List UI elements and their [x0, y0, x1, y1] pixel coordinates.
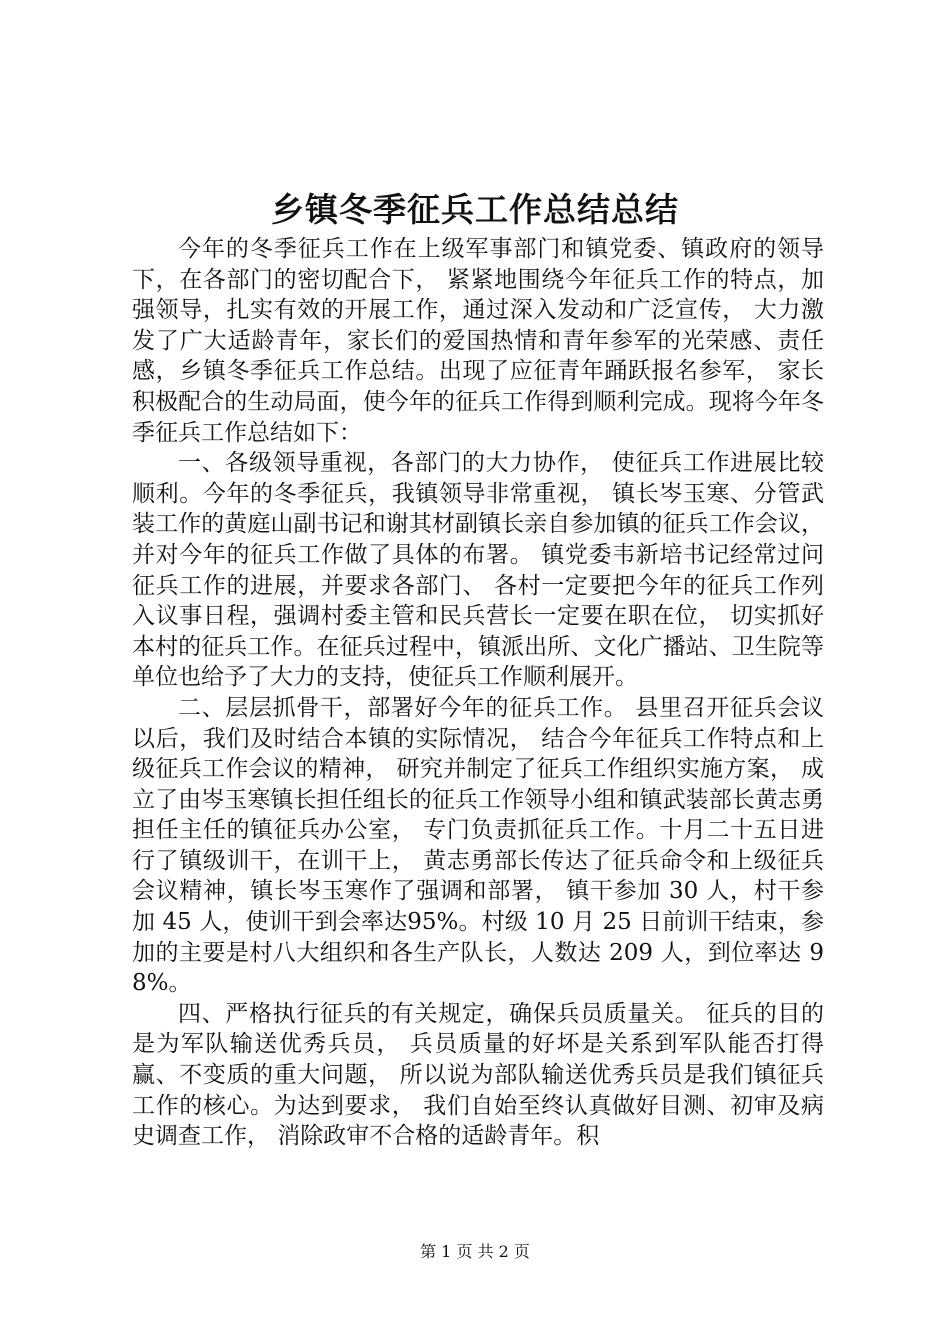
page-footer: 第 1 页 共 2 页: [420, 1242, 530, 1261]
paragraph-section-4: 四、严格执行征兵的有关规定，确保兵员质量关。 征兵的目的是为军队输送优秀兵员， 兵员质量的好坏是关系到军队能否打得赢、不变质的重大问题， 所以说为部队输送优秀兵员是我们镇征兵工作的核心。为达到要求， 我们自始至终认真做好目测、初审及病史调查工作， 消除政审不合格的适龄青年。积: [132, 1000, 824, 1150]
document-title: 乡镇冬季征兵工作总结总结: [271, 190, 679, 229]
document-body: [132, 234, 824, 1152]
paragraph-section-2: 二、层层抓骨干，部署好今年的征兵工作。 县里召开征兵会议以后，我们及时结合本镇的实际情况， 结合今年征兵工作特点和上级征兵工作会议的精神， 研究并制定了征兵工作组织实施方案， 成立了由岑玉寒镇长担任组长的征兵工作领导小组和镇武装部长黄志勇担任主任的镇征兵办公室， 专门负责抓征兵工作。十月二十五日进行了镇级训干，在训干上， 黄志勇部长传达了征兵命令和上级征兵会议精神，镇长岑玉寒作了强调和部署， 镇干参加 30 人，村干参加 45 人，使训干到会率达95%。村级 10 月 25 日前训干结束，参加的主要是村八大组织和各生产队长，人数达 209 人，到位率达 98%。: [132, 694, 824, 997]
paragraph-intro: 今年的冬季征兵工作在上级军事部门和镇党委、镇政府的领导下，在各部门的密切配合下， 紧紧地围绕今年征兵工作的特点，加强领导，扎实有效的开展工作，通过深入发动和广泛宣传， 大力激发了广大适龄青年，家长们的爱国热情和青年参军的光荣感、责任感，乡镇冬季征兵工作总结。出现了应征青年踊跃报名参军， 家长积极配合的生动局面，使今年的征兵工作得到顺利完成。现将今年冬季征兵工作总结如下：: [132, 236, 824, 446]
paragraph-section-1: 一、各级领导重视，各部门的大力协作， 使征兵工作进展比较顺利。今年的冬季征兵，我镇领导非常重视， 镇长岑玉寒、分管武装工作的黄庭山副书记和谢其材副镇长亲自参加镇的征兵工作会议，并对今年的征兵工作做了具体的布署。 镇党委韦新培书记经常过问征兵工作的进展，并要求各部门、 各村一定要把今年的征兵工作列入议事日程，强调村委主管和民兵营长一定要在职在位， 切实抓好本村的征兵工作。在征兵过程中，镇派出所、文化广播站、卫生院等单位也给予了大力的支持，使征兵工作顺利展开。: [132, 450, 824, 691]
